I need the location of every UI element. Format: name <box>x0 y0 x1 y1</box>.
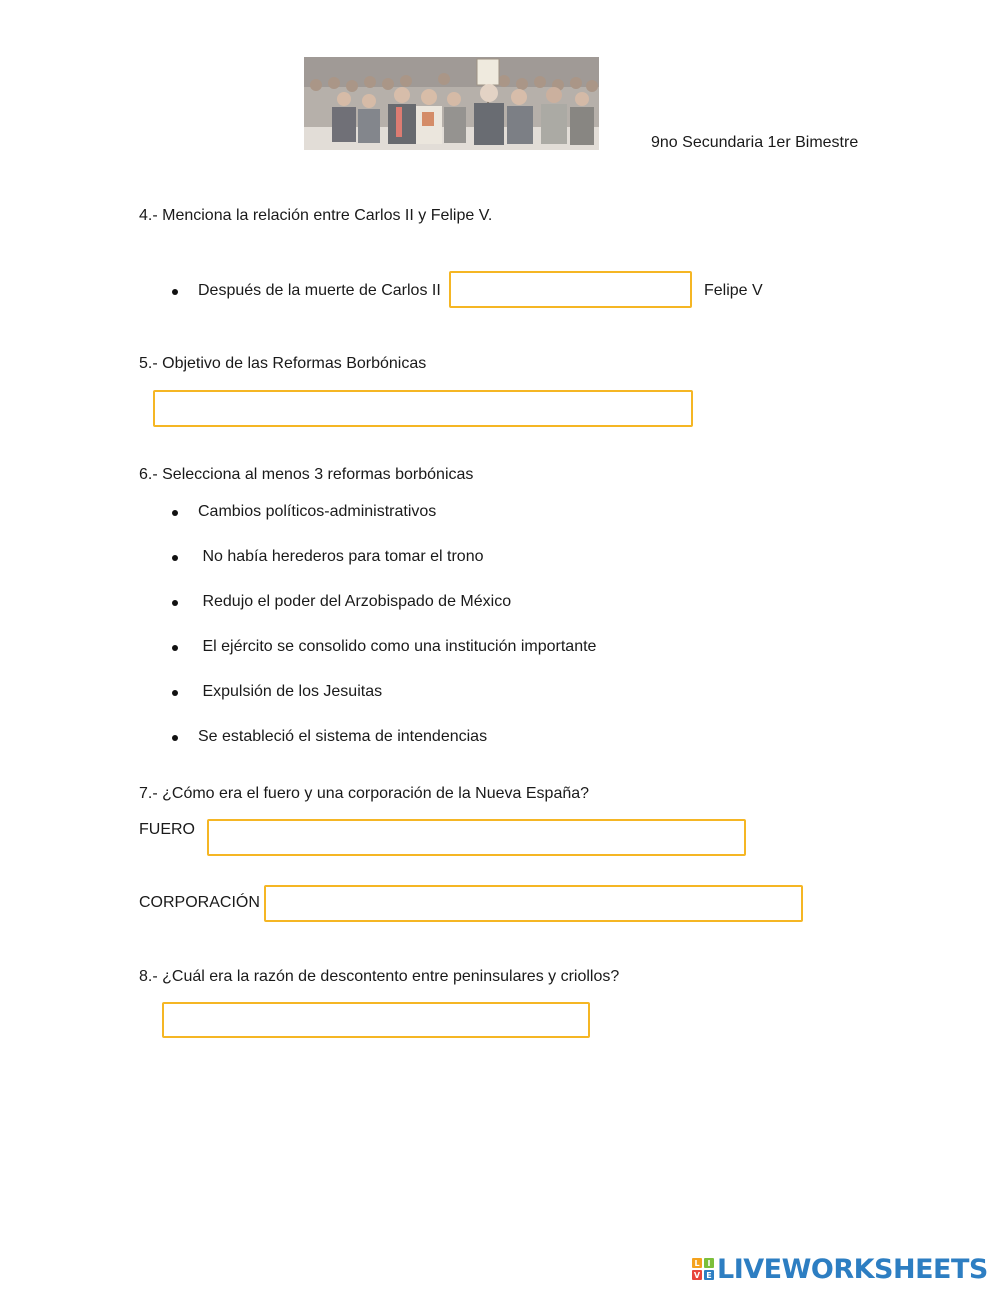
question-5: 5.- Objetivo de las Reformas Borbónicas <box>139 355 427 372</box>
grade-label: 9no Secundaria 1er Bimestre <box>651 134 859 151</box>
logo-mark-letter: E <box>704 1270 714 1280</box>
q4-answer-input[interactable] <box>449 271 692 308</box>
question-7: 7.- ¿Cómo era el fuero y una corporación de la Nueva España? <box>139 785 590 802</box>
question-4: 4.- Menciona la relación entre Carlos II y Felipe V. <box>139 207 493 224</box>
painting-illustration <box>304 57 599 150</box>
bullet-icon <box>172 600 178 606</box>
logo-mark-letter: I <box>704 1258 714 1268</box>
question-6: 6.- Selecciona al menos 3 reformas borbónicas <box>139 466 474 483</box>
question-8: 8.- ¿Cuál era la razón de descontento entre peninsulares y criollos? <box>139 968 620 985</box>
q4-after-text: Felipe V <box>704 282 763 299</box>
q4-before-text: Después de la muerte de Carlos II <box>198 282 441 299</box>
bullet-icon <box>172 555 178 561</box>
corporacion-input[interactable] <box>264 885 803 922</box>
logo-mark-letter: V <box>693 1270 701 1280</box>
header-painting <box>304 57 599 150</box>
fuero-label: FUERO <box>139 821 195 838</box>
bullet-icon <box>172 289 178 295</box>
logo-mark-icon <box>692 1258 714 1280</box>
bullet-icon <box>172 735 178 741</box>
liveworksheets-logo[interactable] <box>692 1253 988 1285</box>
q6-option-label[interactable]: No había herederos para tomar el trono <box>198 548 484 565</box>
bullet-icon <box>172 510 178 516</box>
bullet-icon <box>172 690 178 696</box>
logo-text: LIVEWORKSHEETS <box>717 1253 988 1285</box>
logo-mark-letter: L <box>692 1258 702 1268</box>
q8-answer-input[interactable] <box>162 1002 590 1038</box>
q6-option-label[interactable]: Redujo el poder del Arzobispado de México <box>198 593 512 610</box>
q6-option-label[interactable]: Expulsión de los Jesuitas <box>198 683 383 700</box>
fuero-input[interactable] <box>207 819 746 856</box>
q6-option-label[interactable]: Se estableció el sistema de intendencias <box>198 728 488 745</box>
q5-answer-input[interactable] <box>153 390 693 427</box>
corporacion-label: CORPORACIÓN <box>139 894 260 911</box>
q6-option-label[interactable]: El ejército se consolido como una institución importante <box>198 638 597 655</box>
q6-option-label[interactable]: Cambios políticos-administrativos <box>198 503 437 520</box>
bullet-icon <box>172 645 178 651</box>
